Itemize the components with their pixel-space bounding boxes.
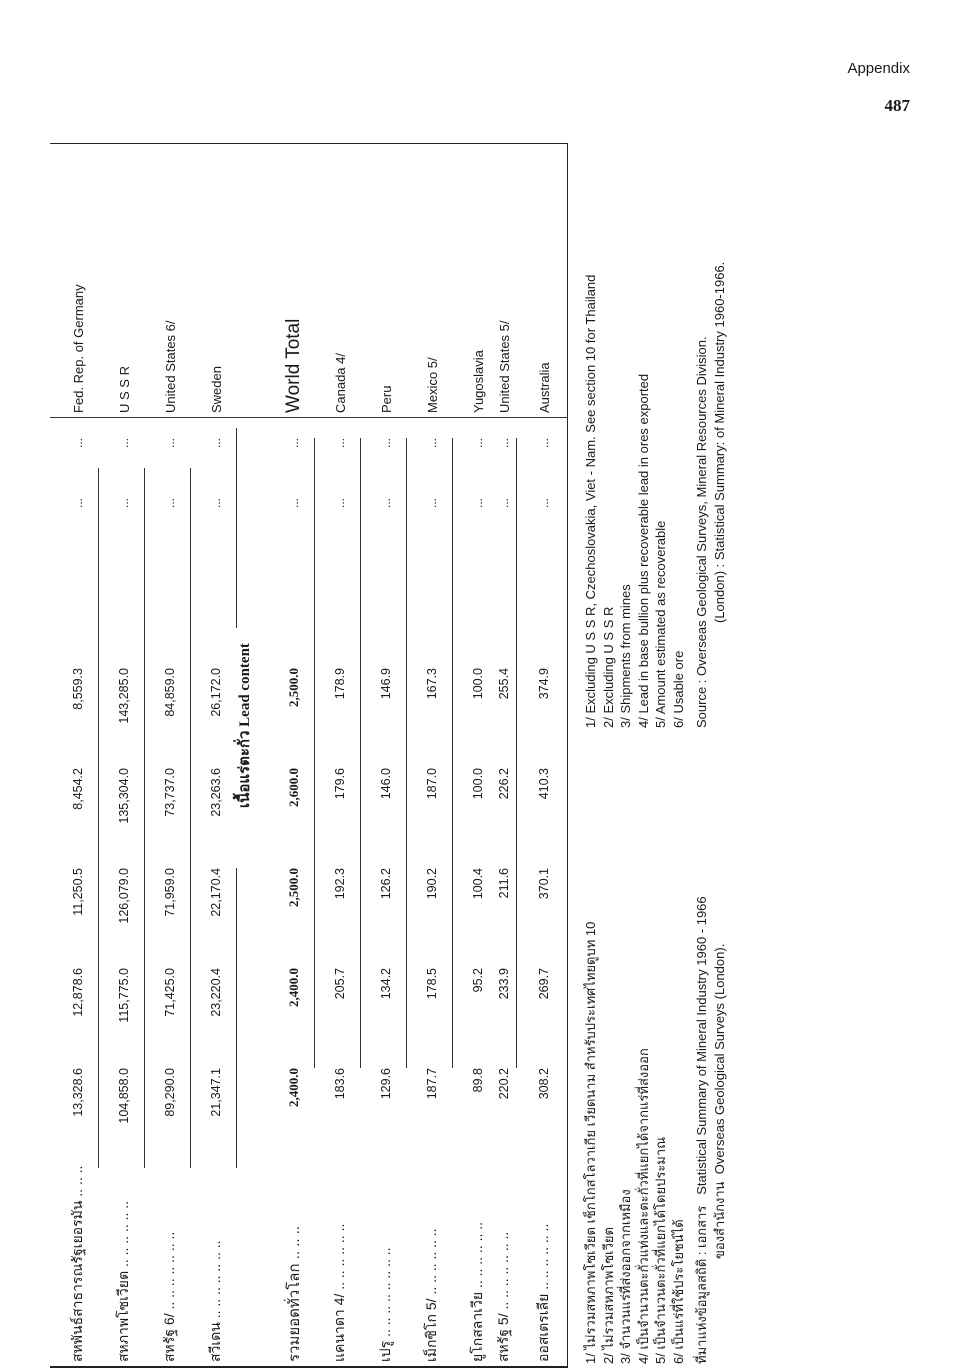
english-source-line-1: Source : Overseas Geological Surveys, Mineral Resources Division. (693, 148, 711, 728)
rotated-page-content (50, 143, 770, 1368)
english-country-label: U S S R (102, 148, 146, 413)
table-cell: 104,858.0 (102, 1068, 146, 1168)
thai-footnotes (582, 764, 728, 1364)
table-rule (190, 468, 191, 1168)
missing-value: ... (318, 498, 362, 578)
table-rule (314, 438, 315, 1068)
missing-value: ... (456, 498, 500, 578)
missing-value: ... (456, 438, 500, 498)
table-cell: 187.0 (410, 768, 454, 868)
table-cell: 89.8 (456, 1068, 500, 1168)
table-rule (406, 438, 407, 1068)
table-row (272, 143, 316, 1368)
table-cell: 370.1 (522, 868, 566, 968)
page-number: 487 (885, 96, 911, 116)
table-cell: 71,425.0 (148, 968, 192, 1068)
table-rule (98, 468, 99, 1168)
table-cell: 146.0 (364, 768, 408, 868)
thai-country-label: ยูโกสลาเวีย .. .. .. .. .. .. (456, 1166, 500, 1362)
table-cell: 11,250.5 (56, 868, 100, 968)
table-rule (236, 868, 237, 1168)
english-footnote: 2/ Excluding U S S R (600, 148, 618, 728)
table-rule (144, 468, 145, 1168)
thai-country-label: สหรัฐ 6/ .. .. .. .. .. .. .. (148, 1166, 192, 1362)
thai-footnote: 4/ เป็นจำนวนตะกั่วแท่งและตะกั่วที่แยกได้จากแร่ที่ส่งออก (635, 764, 653, 1364)
table-rule (360, 438, 361, 1068)
table-row (482, 143, 526, 1368)
table-cell: 220.2 (482, 1068, 526, 1168)
table-rule (236, 428, 237, 628)
thai-source-label: ที่มาแห่งข้อมูลสถิติ : เอกสาร (694, 1206, 709, 1364)
table-cell: 100.4 (456, 868, 500, 968)
missing-value: ... (194, 498, 238, 578)
thai-source-line-1 (693, 764, 711, 1364)
thai-source-title: Statistical Summary of Mineral Industry 1960 - 1966 (694, 896, 709, 1194)
table-cell: 183.6 (318, 1068, 362, 1168)
table-cell: 115,775.0 (102, 968, 146, 1068)
missing-value: ... (102, 438, 146, 498)
table-cell: 126.2 (364, 868, 408, 968)
table-cell: 135,304.0 (102, 768, 146, 868)
missing-value: ... (194, 438, 238, 498)
english-country-label: United States 5/ (482, 148, 526, 413)
thai-country-label: สหภาพโซเวียต .. .. .. .. .. .. (102, 1166, 146, 1362)
table-cell: 129.6 (364, 1068, 408, 1168)
english-footnote: 1/ Excluding U S S R, Czechoslovakia, Viet - Nam. See section 10 for Thailand (582, 148, 600, 728)
missing-value: ... (272, 498, 316, 578)
thai-country-label: สหพันธ์สาธารณรัฐเยอรมัน .. .. .. (56, 1166, 100, 1362)
missing-value: ... (482, 438, 526, 498)
table-cell: 190.2 (410, 868, 454, 968)
missing-value: ... (482, 498, 526, 578)
table-cell: 179.6 (318, 768, 362, 868)
table-rule (516, 438, 517, 1068)
table-cell: 100.0 (456, 768, 500, 868)
table-cell: 12,878.6 (56, 968, 100, 1068)
thai-footnote: 6/ เป็นแร่ที่ใช้ประโยชน์ได้ (670, 764, 688, 1364)
missing-value: ... (364, 438, 408, 498)
table-cell: 178.9 (318, 668, 362, 768)
thai-country-label: เม็กซิโก 5/ .. .. .. .. .. .. (410, 1166, 454, 1362)
table-cell: 23,263.6 (194, 768, 238, 868)
table-row (148, 143, 192, 1368)
table-cell: 8,454.2 (56, 768, 100, 868)
table-cell: 26,172.0 (194, 668, 238, 768)
table-cell: 13,328.6 (56, 1068, 100, 1168)
thai-country-label: สหรัฐ 5/ .. .. .. .. .. .. .. (482, 1166, 526, 1362)
table-cell: 143,285.0 (102, 668, 146, 768)
missing-value: ... (272, 438, 316, 498)
table-cell: 410.3 (522, 768, 566, 868)
table-cell: 89,290.0 (148, 1068, 192, 1168)
table-cell: 95.2 (456, 968, 500, 1068)
table-cell: 269.7 (522, 968, 566, 1068)
table-cell: 308.2 (522, 1068, 566, 1168)
thai-country-label: สวีเดน .. .. .. .. .. .. .. (194, 1166, 238, 1362)
thai-country-label: ออสเตรเลีย .. .. .. .. .. .. (522, 1166, 566, 1362)
table-cell: 2,600.0 (272, 768, 316, 868)
missing-value: ... (364, 498, 408, 578)
thai-footnote: 1/ ไม่รวมสหภาพโซเวียต เช็กโกสโลวาเกีย เวียดนาม สำหรับประเทศไทยดูบท 10 (582, 764, 600, 1364)
thai-footnote: 2/ ไม่รวมสหภาพโซเวียต (600, 764, 618, 1364)
table-cell: 2,400.0 (272, 968, 316, 1068)
english-footnote: 5/ Amount estimated as recoverable (652, 148, 670, 728)
english-country-label: Australia (522, 148, 566, 413)
lead-content-heading: เนื้อแร่ตะกั่ว Lead content (232, 643, 256, 808)
missing-value: ... (148, 498, 192, 578)
table-cell: 100.0 (456, 668, 500, 768)
table-cell: 22,170.4 (194, 868, 238, 968)
table-cell: 226.2 (482, 768, 526, 868)
thai-country-label: แคนาดา 4/ .. .. .. .. .. .. (318, 1166, 362, 1362)
table-cell: 205.7 (318, 968, 362, 1068)
english-country-label: World Total (272, 148, 316, 413)
thai-source-agency: Overseas Geological Surveys (London). (712, 944, 727, 1175)
thai-country-label: เปรู .. .. .. .. .. .. .. .. (364, 1166, 408, 1362)
table-row (364, 143, 408, 1368)
table-cell: 178.5 (410, 968, 454, 1068)
english-footnote: 6/ Usable ore (670, 148, 688, 728)
missing-value: ... (410, 498, 454, 578)
missing-value: ... (56, 498, 100, 578)
missing-value: ... (522, 438, 566, 498)
missing-value: ... (522, 498, 566, 578)
table-row (56, 143, 100, 1368)
table-cell: 73,737.0 (148, 768, 192, 868)
english-footnotes (582, 148, 728, 728)
table-row (194, 143, 238, 1368)
english-country-label: Peru (364, 148, 408, 413)
table-cell: 192.3 (318, 868, 362, 968)
thai-footnote: 3/ จำนวนแร่ที่ส่งออกจากเหมือง (617, 764, 635, 1364)
table-cell: 134.2 (364, 968, 408, 1068)
missing-value: ... (410, 438, 454, 498)
thai-country-label: รวมยอดทั่วโลก .. .. .. (272, 1166, 316, 1362)
table-row (102, 143, 146, 1368)
missing-value: ... (102, 498, 146, 578)
table-cell: 374.9 (522, 668, 566, 768)
missing-value: ... (318, 438, 362, 498)
thai-source-line-2 (711, 764, 729, 1364)
table-cell: 167.3 (410, 668, 454, 768)
english-country-label: Sweden (194, 148, 238, 413)
thai-footnote: 5/ เป็นจำนวนตะกั่วที่แยกได้โดยประมาณ (652, 764, 670, 1364)
column-rule (50, 417, 568, 418)
table-cell: 146.9 (364, 668, 408, 768)
table-row (410, 143, 454, 1368)
appendix-label: Appendix (847, 60, 910, 77)
lead-production-table (50, 143, 568, 1368)
table-cell: 21,347.1 (194, 1068, 238, 1168)
table-cell: 2,400.0 (272, 1068, 316, 1168)
missing-value: ... (148, 438, 192, 498)
table-cell: 84,859.0 (148, 668, 192, 768)
english-country-label: Canada 4/ (318, 148, 362, 413)
table-row (318, 143, 362, 1368)
table-cell: 2,500.0 (272, 868, 316, 968)
english-country-label: Yugoslavia (456, 148, 500, 413)
table-cell: 187.7 (410, 1068, 454, 1168)
table-row (522, 143, 566, 1368)
english-footnote: 3/ Shipments from mines (617, 148, 635, 728)
table-cell: 211.6 (482, 868, 526, 968)
english-footnote: 4/ Lead in base bullion plus recoverable lead in ores exported (635, 148, 653, 728)
table-cell: 23,220.4 (194, 968, 238, 1068)
table-cell: 2,500.0 (272, 668, 316, 768)
table-cell: 255.4 (482, 668, 526, 768)
table-cell: 8,559.3 (56, 668, 100, 768)
table-cell: 71,959.0 (148, 868, 192, 968)
english-country-label: Fed. Rep. of Germany (56, 148, 100, 413)
english-source-line-2: (London) : Statistical Summary: of Mineral Industry 1960-1966. (711, 148, 729, 728)
table-bottom-rule (567, 143, 569, 1368)
missing-value: ... (56, 438, 100, 498)
thai-source-prefix: ของสำนักงาน (712, 1181, 727, 1259)
english-country-label: United States 6/ (148, 148, 192, 413)
english-country-label: Mexico 5/ (410, 148, 454, 413)
table-rule (452, 438, 453, 1068)
table-cell: 126,079.0 (102, 868, 146, 968)
table-cell: 233.9 (482, 968, 526, 1068)
